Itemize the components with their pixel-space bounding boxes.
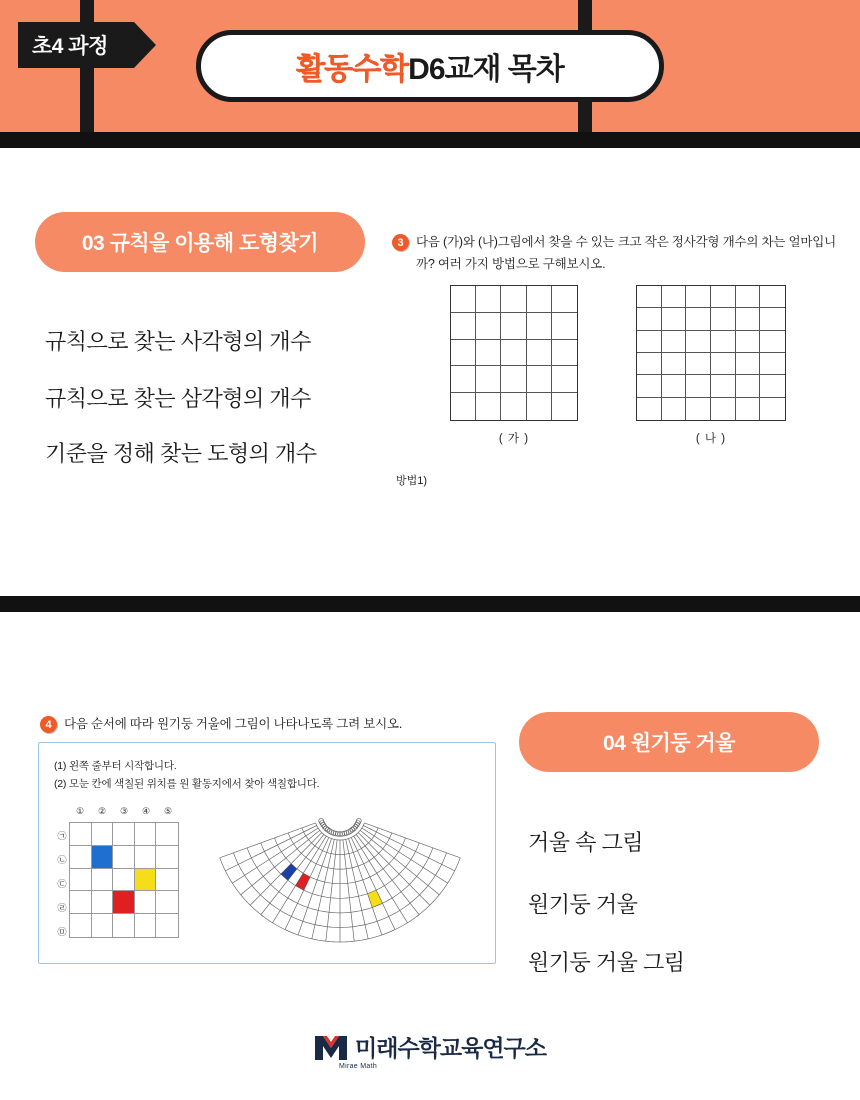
figure-na-cell <box>686 331 711 353</box>
figure-ga-cell <box>451 313 476 340</box>
figure-na-caption: ( 나 ) <box>695 433 727 445</box>
figure-na-cell <box>736 375 761 397</box>
figure-ga-cell <box>501 393 526 420</box>
figure-na-cell <box>711 353 736 375</box>
figure-ga-cell <box>552 393 577 420</box>
question-number-3: 3 <box>392 234 409 251</box>
figure-na-cell <box>711 308 736 330</box>
question-text-3: 다음 (가)와 (나)그림에서 찾을 수 있는 크고 작은 정사각형 개수의 차는 얼마입니까? 여러 가지 방법으로 구해보시오. <box>416 235 836 271</box>
section-pill-04[interactable] <box>519 712 819 772</box>
coloring-grid-cell[interactable] <box>156 891 178 914</box>
coloring-grid-cell[interactable] <box>92 869 114 892</box>
grid-row-label-1: ㉠ <box>57 831 67 841</box>
figure-ga-cell <box>451 340 476 367</box>
topic-03-2: 규칙으로 찾는 삼각형의 개수 <box>45 386 311 411</box>
figure-na-cell <box>711 375 736 397</box>
figure-na-cell <box>686 286 711 308</box>
figure-ga-cell <box>451 393 476 420</box>
figure-ga-cell <box>501 286 526 313</box>
topic-04-3: 원기둥 거울 그림 <box>528 950 685 975</box>
figure-na-cell <box>711 286 736 308</box>
coloring-grid-cell[interactable] <box>135 914 157 937</box>
figure-na-cell <box>637 353 662 375</box>
coloring-grid-cell[interactable] <box>135 891 157 914</box>
figure-ga-cell <box>451 366 476 393</box>
topic-04-2: 원기둥 거울 <box>528 892 638 917</box>
figure-na-cell <box>637 308 662 330</box>
page-title <box>296 44 564 88</box>
figure-na-cell <box>637 286 662 308</box>
coloring-grid-cell[interactable] <box>92 891 114 914</box>
topic-03-3: 기준을 정해 찾는 도형의 개수 <box>45 441 317 466</box>
coloring-grid-cell[interactable] <box>156 869 178 892</box>
section-pill-03-label: 03 규칙을 이용해 도형찾기 <box>81 232 319 255</box>
figure-ga-cell <box>501 366 526 393</box>
figure-na-cell <box>662 353 687 375</box>
figure-ga-caption: ( 가 ) <box>498 433 530 445</box>
figure-ga-cell <box>476 313 501 340</box>
figure-na-cell <box>686 398 711 420</box>
grid-row-label-4: ㉣ <box>57 903 67 913</box>
figure-na-cell <box>686 375 711 397</box>
header-sign-board <box>196 30 664 102</box>
figure-ga-cell <box>552 340 577 367</box>
coloring-grid-cell[interactable] <box>113 846 135 869</box>
coloring-grid-cell[interactable] <box>113 823 135 846</box>
figure-ga-cell <box>527 366 552 393</box>
figure-na-cell <box>637 375 662 397</box>
figure-na-cell <box>736 398 761 420</box>
figure-ga-cell <box>527 313 552 340</box>
grid-col-label-2: ② <box>97 806 107 816</box>
figure-ga-cell <box>451 286 476 313</box>
section-pill-03[interactable] <box>35 212 365 272</box>
page-title-highlight: 활동수학 <box>296 53 409 86</box>
figure-ga-cell <box>552 366 577 393</box>
figure-na-cell <box>662 308 687 330</box>
coloring-grid-cell[interactable] <box>113 891 135 914</box>
figure-ga-cell <box>476 393 501 420</box>
cylinder-mirror-fan <box>190 800 490 950</box>
question-number-4: 4 <box>40 716 57 733</box>
figure-na-cell <box>760 308 785 330</box>
grid-col-label-4: ④ <box>141 806 151 816</box>
figure-ga-cell <box>476 366 501 393</box>
topic-03-1: 규칙으로 찾는 사각형의 개수 <box>45 329 311 354</box>
page-header <box>0 0 860 132</box>
coloring-grid-cell[interactable] <box>70 891 92 914</box>
coloring-grid-cell[interactable] <box>135 846 157 869</box>
grid-col-label-5: ⑤ <box>163 806 173 816</box>
figure-ga-grid <box>450 285 578 421</box>
figure-na-cell <box>686 353 711 375</box>
activity-step-1: (1) 왼쪽 줄부터 시작합니다. <box>54 760 177 772</box>
figure-ga-cell <box>476 286 501 313</box>
figure-na-cell <box>736 286 761 308</box>
figure-na-cell <box>662 286 687 308</box>
activity-step-2: (2) 모눈 칸에 색칠된 위치를 원 활동지에서 찾아 색칠합니다. <box>54 778 320 790</box>
figure-na-cell <box>637 398 662 420</box>
figure-ga-cell <box>527 286 552 313</box>
coloring-grid-cell[interactable] <box>113 914 135 937</box>
footer-logo-subtext: Mirae Math <box>339 1063 378 1070</box>
section-pill-04-label: 04 원기둥 거울 <box>603 732 735 755</box>
course-ribbon <box>18 22 134 68</box>
coloring-grid-cell[interactable] <box>70 914 92 937</box>
footer-logo <box>0 1030 860 1063</box>
course-ribbon-label: 초4 과정 <box>32 35 108 58</box>
coloring-grid-cell[interactable] <box>156 846 178 869</box>
grid-col-label-1: ① <box>75 806 85 816</box>
figure-na-cell <box>686 308 711 330</box>
coloring-grid-cell[interactable] <box>92 914 114 937</box>
coloring-grid-cell[interactable] <box>113 869 135 892</box>
divider-top <box>0 132 860 148</box>
coloring-grid-cell[interactable] <box>70 869 92 892</box>
mirae-math-logo-icon <box>314 1032 348 1062</box>
figure-na-grid <box>636 285 786 421</box>
coloring-grid-cell[interactable] <box>92 846 114 869</box>
figure-ga-cell <box>476 340 501 367</box>
grid-row-label-5: ㉤ <box>57 927 67 937</box>
coloring-grid-cell[interactable] <box>70 846 92 869</box>
coloring-grid-cell[interactable] <box>92 823 114 846</box>
page-title-rest: D6교재 목차 <box>408 53 564 86</box>
grid-row-label-3: ㉢ <box>57 879 67 889</box>
figure-na-cell <box>711 398 736 420</box>
coloring-grid[interactable] <box>69 822 179 938</box>
question-text-4: 다음 순서에 따라 원기둥 거울에 그림이 나타나도록 그려 보시오. <box>64 717 403 731</box>
method-label-1: 방법1) <box>396 475 428 487</box>
coloring-grid-cell[interactable] <box>135 869 157 892</box>
coloring-grid-cell[interactable] <box>156 914 178 937</box>
figure-na-cell <box>760 286 785 308</box>
figure-na-cell <box>760 353 785 375</box>
coloring-grid-cell[interactable] <box>135 823 157 846</box>
figure-na-cell <box>760 398 785 420</box>
figure-na-cell <box>736 308 761 330</box>
figure-na-cell <box>662 375 687 397</box>
figure-ga-cell <box>501 340 526 367</box>
figure-ga-cell <box>501 313 526 340</box>
grid-col-label-3: ③ <box>119 806 129 816</box>
coloring-grid-cell[interactable] <box>156 823 178 846</box>
topic-04-1: 거울 속 그림 <box>528 830 643 855</box>
figure-na-cell <box>736 331 761 353</box>
figure-na-cell <box>760 331 785 353</box>
footer-logo-text: 미래수학교육연구소 <box>355 1035 546 1061</box>
figure-na-cell <box>662 398 687 420</box>
figure-ga-cell <box>527 393 552 420</box>
figure-na-cell <box>711 331 736 353</box>
divider-middle <box>0 596 860 612</box>
figure-ga-cell <box>552 286 577 313</box>
figure-na-cell <box>662 331 687 353</box>
figure-na-cell <box>736 353 761 375</box>
coloring-grid-cell[interactable] <box>70 823 92 846</box>
figure-ga-cell <box>552 313 577 340</box>
figure-na-cell <box>760 375 785 397</box>
figure-na-cell <box>637 331 662 353</box>
figure-ga-cell <box>527 340 552 367</box>
grid-row-label-2: ㉡ <box>57 855 67 865</box>
